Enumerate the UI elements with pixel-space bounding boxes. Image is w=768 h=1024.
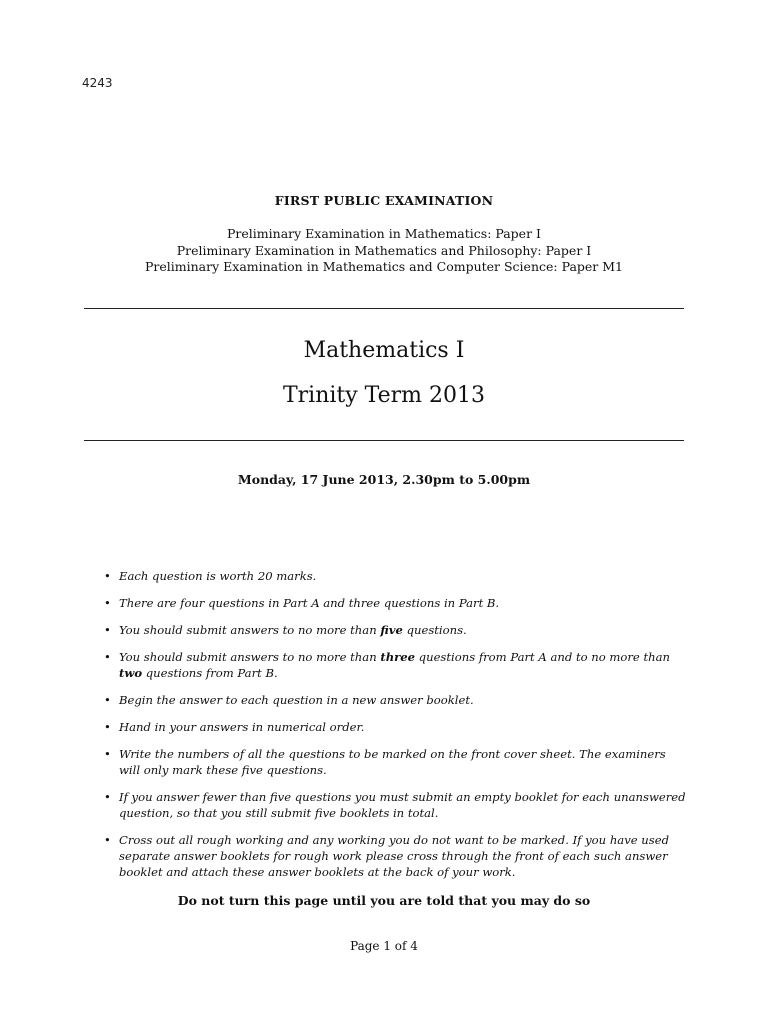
instruction-item: • Begin the answer to each question in a new answer booklet. — [104, 692, 686, 708]
document-code: 4243 — [82, 76, 113, 90]
bottom-divider — [84, 440, 684, 441]
instruction-item: • Write the numbers of all the questions to be marked on the front cover sheet. The examiners will only mark these five questions. — [104, 746, 686, 778]
instruction-item: • You should submit answers to no more than three questions from Part A and to no more than two questions from Part B. — [104, 649, 686, 681]
term-subtitle: Trinity Term 2013 — [282, 383, 486, 408]
page-title: Mathematics I — [303, 338, 465, 363]
page-number: Page 1 of 4 — [350, 939, 418, 953]
exam-heading: FIRST PUBLIC EXAMINATION — [274, 193, 494, 208]
paper-line: Preliminary Examination in Mathematics and Philosophy: Paper I — [176, 242, 592, 258]
instruction-item: • Hand in your answers in numerical order. — [104, 719, 686, 735]
instructions-list — [104, 568, 686, 891]
instruction-item: • Cross out all rough working and any working you do not want to be marked. If you have used separate answer booklets for rough work please cross through the front of each such answer booklet and attach these answer booklets at the back of your work. — [104, 832, 686, 880]
instruction-item: • You should submit answers to no more than five questions. — [104, 622, 686, 638]
top-divider — [84, 308, 684, 309]
paper-list — [0, 226, 768, 276]
instruction-item: • If you answer fewer than five questions you must submit an empty booklet for each unanswered question, so that you still submit five booklets in total. — [104, 789, 686, 821]
paper-line: Preliminary Examination in Mathematics and Computer Science: Paper M1 — [145, 259, 623, 274]
exam-datetime: Monday, 17 June 2013, 2.30pm to 5.00pm — [237, 472, 531, 487]
paper-line: Preliminary Examination in Mathematics: Paper I — [227, 226, 541, 241]
instruction-item: • There are four questions in Part A and three questions in Part B. — [104, 595, 686, 611]
instruction-item: • Each question is worth 20 marks. — [104, 568, 686, 584]
do-not-turn-warning: Do not turn this page until you are told that you may do so — [177, 893, 591, 908]
